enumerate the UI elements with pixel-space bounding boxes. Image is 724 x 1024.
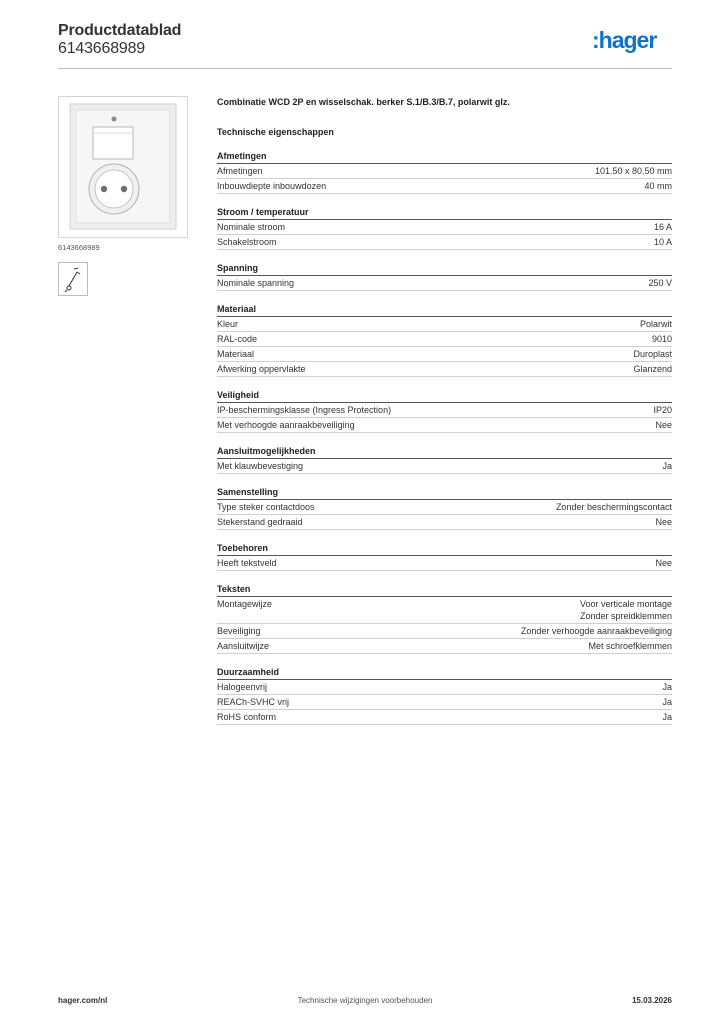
spec-group	[217, 303, 672, 377]
spec-value	[556, 501, 672, 513]
spec-value	[644, 180, 672, 192]
spec-value-line: Zonder spreidklemmen	[579, 611, 672, 621]
spec-label: Schakelstroom	[217, 237, 277, 247]
spec-row	[217, 317, 672, 332]
spec-label: Halogeenvrij	[217, 682, 268, 692]
spec-group	[217, 542, 672, 571]
spec-value-line: Voor verticale montage	[579, 599, 672, 609]
switch-symbol-icon	[59, 263, 87, 295]
spec-row	[217, 418, 672, 433]
spec-group	[217, 150, 672, 194]
spec-value-line: 16 A	[653, 222, 672, 232]
spec-row	[217, 639, 672, 654]
footer-website: hager.com/nl	[58, 996, 108, 1005]
spec-value-line: 101.50 x 80.50 mm	[594, 166, 672, 176]
spec-label: Met verhoogde aanraakbeveiliging	[217, 420, 355, 430]
spec-group-title: Stroom / temperatuur	[217, 206, 672, 220]
spec-label: Stekerstand gedraaid	[217, 517, 303, 527]
spec-group	[217, 486, 672, 530]
spec-label: Afmetingen	[217, 166, 263, 176]
spec-value	[662, 696, 672, 708]
spec-value-line: Ja	[662, 697, 672, 707]
hager-logo	[592, 28, 672, 54]
product-specifications	[217, 96, 672, 725]
spec-value	[648, 277, 672, 289]
spec-group-title: Teksten	[217, 583, 672, 597]
spec-value	[640, 318, 672, 330]
footer-date: 15.03.2026	[631, 996, 672, 1005]
spec-label: IP-beschermingsklasse (Ingress Protection)	[217, 405, 392, 415]
spec-row	[217, 695, 672, 710]
spec-value-line: 10 A	[653, 237, 672, 247]
spec-label: Met klauwbevestiging	[217, 461, 304, 471]
spec-row	[217, 624, 672, 639]
spec-row	[217, 500, 672, 515]
product-image-caption: 6143668989	[58, 243, 100, 252]
spec-row	[217, 164, 672, 179]
spec-value-line: Met schroefklemmen	[588, 641, 672, 651]
spec-row	[217, 556, 672, 571]
spec-row	[217, 332, 672, 347]
spec-label: Heeft tekstveld	[217, 558, 277, 568]
spec-group-title: Aansluitmogelijkheden	[217, 445, 672, 459]
spec-value-line: Nee	[655, 517, 672, 527]
spec-value-line: Zonder beschermingscontact	[555, 502, 672, 512]
spec-value	[652, 333, 672, 345]
document-number: 6143668989	[58, 40, 145, 57]
spec-label: RoHS conform	[217, 712, 277, 722]
spec-value	[662, 681, 672, 693]
spec-value-line: Zonder verhoogde aanraakbeveiliging	[520, 626, 672, 636]
spec-row	[217, 680, 672, 695]
spec-row	[217, 179, 672, 194]
document-title: Productdatablad	[58, 22, 182, 39]
spec-group	[217, 666, 672, 725]
spec-row	[217, 710, 672, 725]
spec-group	[217, 445, 672, 474]
footer-disclaimer: Technische wijzigingen voorbehouden	[297, 996, 433, 1005]
spec-value	[662, 460, 672, 472]
spec-label: Kleur	[217, 319, 239, 329]
spec-label: Montagewijze	[217, 599, 273, 609]
spec-group	[217, 583, 672, 654]
spec-value	[580, 598, 672, 622]
spec-value-line: IP20	[653, 405, 672, 415]
spec-value	[653, 404, 672, 416]
spec-value	[521, 625, 672, 637]
spec-label: RAL-code	[217, 334, 258, 344]
spec-group	[217, 206, 672, 250]
product-description: Combinatie WCD 2P en wisselschak. berker S.1/B.3/B.7, polarwit glz.	[217, 97, 510, 107]
spec-group-title: Samenstelling	[217, 486, 672, 500]
spec-value	[633, 348, 672, 360]
spec-group-title: Spanning	[217, 262, 672, 276]
spec-label: Nominale stroom	[217, 222, 286, 232]
spec-label: REACh-SVHC vrij	[217, 697, 290, 707]
spec-group-title: Duurzaamheid	[217, 666, 672, 680]
spec-row	[217, 220, 672, 235]
spec-value	[655, 557, 672, 569]
spec-value-line: Nee	[655, 558, 672, 568]
technical-properties-heading: Technische eigenschappen	[217, 127, 334, 137]
page-header	[58, 20, 672, 70]
spec-value-line: 250 V	[648, 278, 672, 288]
page-footer	[58, 996, 672, 1010]
spec-value-line: Ja	[662, 461, 672, 471]
spec-label: Type steker contactdoos	[217, 502, 315, 512]
spec-row	[217, 597, 672, 624]
spec-label: Inbouwdiepte inbouwdozen	[217, 181, 327, 191]
spec-value	[655, 516, 672, 528]
socket-switch-combination-image	[59, 97, 187, 237]
spec-group	[217, 262, 672, 291]
spec-value-line: 9010	[651, 334, 672, 344]
spec-value	[654, 236, 672, 248]
spec-value-line: Nee	[655, 420, 672, 430]
spec-value-line: Ja	[662, 682, 672, 692]
spec-row	[217, 235, 672, 250]
product-image	[58, 96, 188, 238]
spec-value-line: Polarwit	[639, 319, 672, 329]
spec-value	[595, 165, 672, 177]
spec-row	[217, 459, 672, 474]
spec-row	[217, 347, 672, 362]
spec-value-line: Duroplast	[633, 349, 672, 359]
spec-group-title: Afmetingen	[217, 150, 672, 164]
hager-logo-text: :hager	[592, 28, 657, 53]
spec-row	[217, 515, 672, 530]
spec-label: Beveiliging	[217, 626, 261, 636]
spec-label: Materiaal	[217, 349, 255, 359]
spec-label: Nominale spanning	[217, 278, 295, 288]
spec-label: Afwerking oppervlakte	[217, 364, 306, 374]
header-divider	[58, 68, 672, 69]
spec-label: Aansluitwijze	[217, 641, 270, 651]
spec-value	[655, 419, 672, 431]
spec-value-line: Glanzend	[633, 364, 672, 374]
spec-value-line: Ja	[662, 712, 672, 722]
spec-row	[217, 403, 672, 418]
spec-group-title: Materiaal	[217, 303, 672, 317]
spec-row	[217, 362, 672, 377]
spec-value	[662, 711, 672, 723]
spec-group-title: Toebehoren	[217, 542, 672, 556]
spec-row	[217, 276, 672, 291]
spec-group	[217, 389, 672, 433]
product-symbol	[58, 262, 88, 296]
spec-value	[654, 221, 672, 233]
spec-value	[588, 640, 672, 652]
spec-value-line: 40 mm	[644, 181, 672, 191]
spec-group-title: Veiligheid	[217, 389, 672, 403]
specification-groups	[217, 150, 672, 725]
spec-value	[633, 363, 672, 375]
